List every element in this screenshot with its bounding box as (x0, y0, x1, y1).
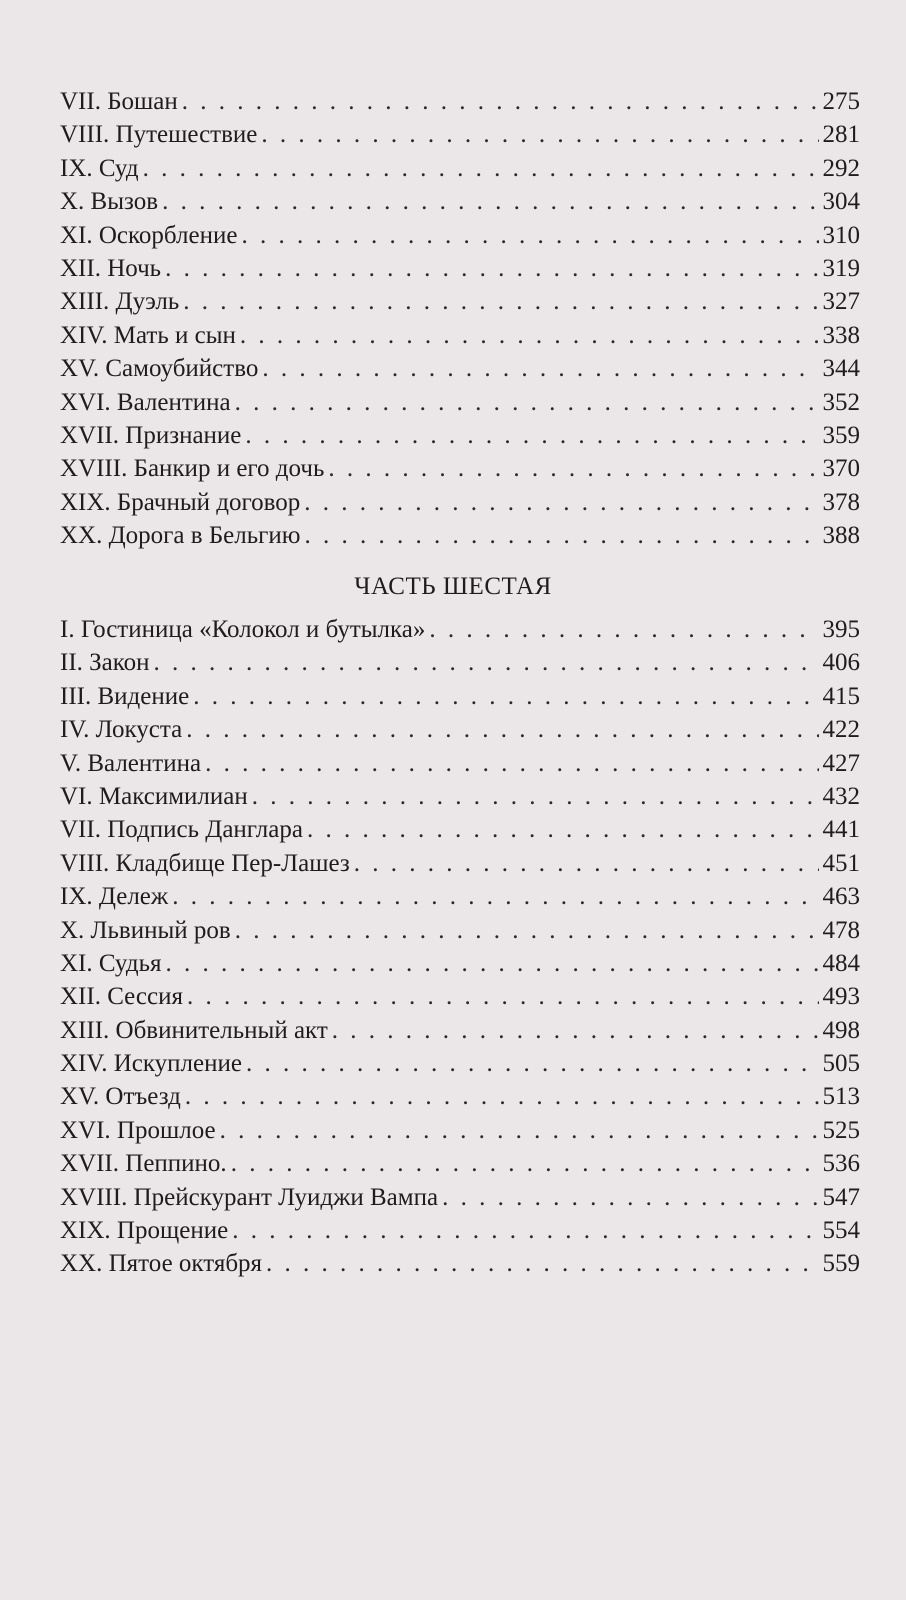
dot-leader (232, 1214, 818, 1247)
dot-leader (182, 85, 819, 118)
dot-leader (165, 252, 818, 285)
toc-entry-page-number: 559 (822, 1250, 860, 1278)
toc-entry-page-number: 484 (822, 949, 860, 977)
toc-entry-title: XIII. Обвинительный акт (60, 1016, 328, 1044)
toc-entry (60, 947, 860, 980)
toc-entry-title: VIII. Путешествие (60, 121, 258, 149)
toc-entry-page-number: 292 (822, 154, 860, 182)
dot-leader (429, 613, 818, 646)
dot-leader (241, 219, 818, 252)
toc-entry (60, 880, 860, 913)
dot-leader (266, 1247, 818, 1280)
dot-leader (205, 747, 818, 780)
toc-entry-page-number: 415 (822, 682, 860, 710)
toc-entry-page-number: 344 (822, 355, 860, 383)
toc-entry (60, 219, 860, 252)
toc-entry-page-number: 388 (822, 522, 860, 550)
toc-entry-title: XVIII. Прейскурант Луиджи Вампа (60, 1183, 439, 1211)
toc-entry (60, 1114, 860, 1147)
toc-entry-title: VI. Максимилиан (60, 782, 248, 810)
toc-entry-page-number: 536 (822, 1150, 860, 1178)
toc-entry-page-number: 310 (822, 221, 860, 249)
toc-entry-title: VIII. Кладбище Пер-Лашез (60, 849, 350, 877)
toc-entry-title: XIII. Дуэль (60, 288, 180, 316)
toc-entry-title: XIX. Прощение (60, 1217, 229, 1245)
toc-entry-title: XI. Оскорбление (60, 221, 238, 249)
toc-entry (60, 613, 860, 646)
toc-entry-title: XIV. Искупление (60, 1050, 242, 1078)
toc-entry (60, 680, 860, 713)
toc-entry-title: VII. Подпись Данглара (60, 816, 303, 844)
dot-leader (143, 152, 819, 185)
toc-entry (60, 252, 860, 285)
dot-leader (183, 285, 818, 318)
toc-entry-title: XX. Пятое октября (60, 1250, 263, 1278)
toc-entry-title: XII. Сессия (60, 983, 183, 1011)
dot-leader (252, 780, 819, 813)
toc-entry-page-number: 451 (822, 849, 860, 877)
toc-entry-page-number: 359 (822, 421, 860, 449)
dot-leader (245, 419, 818, 452)
toc-entry-page-number: 304 (822, 188, 860, 216)
toc-entry-title: XIX. Брачный договор (60, 488, 301, 516)
toc-entry-title: XV. Отъезд (60, 1083, 181, 1111)
dot-leader (193, 680, 818, 713)
toc-entry (60, 1181, 860, 1214)
toc-entry-title: XI. Судья (60, 949, 162, 977)
toc-entry (60, 914, 860, 947)
toc-entry-title: XVII. Пеппино. (60, 1150, 227, 1178)
toc-entry (60, 452, 860, 485)
toc-entry-page-number: 432 (822, 782, 860, 810)
part-six-heading: ЧАСТЬ ШЕСТАЯ (354, 573, 552, 600)
toc-entry-page-number: 427 (822, 749, 860, 777)
toc-part-five (60, 85, 860, 552)
toc-entry-page-number: 554 (822, 1217, 860, 1245)
dot-leader (328, 452, 818, 485)
toc-entry (60, 352, 860, 385)
toc-entry-title: IV. Локуста (60, 716, 183, 744)
dot-leader (162, 185, 818, 218)
toc-entry-title: XII. Ночь (60, 254, 162, 282)
toc-entry-title: I. Гостиница «Колокол и бутылка» (60, 616, 426, 643)
toc-entry-title: IX. Дележ (60, 883, 169, 911)
toc-entry (60, 152, 860, 185)
toc-entry-page-number: 463 (822, 883, 860, 911)
dot-leader (262, 352, 818, 385)
toc-entry (60, 519, 860, 552)
toc-entry (60, 486, 860, 519)
dot-leader (261, 118, 818, 151)
toc-entry-title: XIV. Мать и сын (60, 321, 236, 349)
toc-entry (60, 419, 860, 452)
toc-entry-page-number: 370 (822, 455, 860, 483)
toc-entry-page-number: 281 (822, 121, 860, 149)
toc-entry (60, 1147, 860, 1180)
toc-entry (60, 386, 860, 419)
toc-entry (60, 1080, 860, 1113)
dot-leader (154, 646, 819, 679)
toc-entry-page-number: 478 (822, 916, 860, 944)
toc-entry-page-number: 406 (822, 649, 860, 677)
toc-entry (60, 85, 860, 118)
toc-entry-title: II. Закон (60, 649, 150, 677)
toc-entry-page-number: 378 (822, 488, 860, 516)
toc-entry-page-number: 525 (822, 1116, 860, 1144)
toc-part-six (60, 613, 860, 1281)
dot-leader (354, 847, 819, 880)
dot-leader (165, 947, 818, 980)
toc-entry-title: XVII. Признание (60, 421, 242, 449)
dot-leader (231, 1147, 819, 1180)
dot-leader (304, 519, 818, 552)
toc-entry (60, 1247, 860, 1280)
toc-entry-page-number: 327 (822, 288, 860, 316)
toc-entry-page-number: 319 (822, 254, 860, 282)
toc-entry-page-number: 352 (822, 388, 860, 416)
toc-entry-page-number: 338 (822, 321, 860, 349)
toc-entry (60, 813, 860, 846)
dot-leader (246, 1047, 819, 1080)
dot-leader (220, 1114, 819, 1147)
toc-entry-title: XVI. Валентина (60, 388, 231, 416)
dot-leader (235, 914, 819, 947)
toc-entry-page-number: 498 (822, 1016, 860, 1044)
toc-entry (60, 847, 860, 880)
toc-entry-page-number: 513 (822, 1083, 860, 1111)
dot-leader (187, 980, 819, 1013)
toc-entry-page-number: 547 (822, 1183, 860, 1211)
dot-leader (304, 486, 818, 519)
dot-leader (172, 880, 818, 913)
toc-entry (60, 285, 860, 318)
toc-entry (60, 185, 860, 218)
toc-entry (60, 747, 860, 780)
toc-entry-title: XV. Самоубийство (60, 355, 259, 383)
toc-entry-title: X. Вызов (60, 188, 159, 216)
toc-entry-title: XVIII. Банкир и его дочь (60, 455, 325, 483)
toc-entry (60, 980, 860, 1013)
toc-entry (60, 1014, 860, 1047)
dot-leader (332, 1014, 819, 1047)
toc-entry-title: XX. Дорога в Бельгию (60, 522, 301, 550)
toc-entry (60, 713, 860, 746)
dot-leader (186, 713, 818, 746)
toc-entry-page-number: 275 (822, 88, 860, 115)
toc-entry-title: IX. Суд (60, 154, 139, 182)
toc-entry-page-number: 441 (822, 816, 860, 844)
toc-entry-page-number: 395 (822, 616, 860, 643)
toc-entry-title: V. Валентина (60, 749, 202, 777)
dot-leader (307, 813, 819, 846)
dot-leader (240, 319, 819, 352)
toc-entry-page-number: 493 (822, 983, 860, 1011)
toc-entry (60, 780, 860, 813)
toc-entry-title: III. Видение (60, 682, 190, 710)
toc-entry-page-number: 422 (822, 716, 860, 744)
toc-entry-title: X. Львиный ров (60, 916, 231, 944)
toc-entry-title: VII. Бошан (60, 88, 178, 115)
toc-entry (60, 646, 860, 679)
toc-entry-page-number: 505 (822, 1050, 860, 1078)
toc-entry (60, 1047, 860, 1080)
toc-entry (60, 1214, 860, 1247)
dot-leader (185, 1080, 819, 1113)
toc-entry (60, 319, 860, 352)
dot-leader (235, 386, 819, 419)
toc-entry-title: XVI. Прошлое (60, 1116, 216, 1144)
dot-leader (442, 1181, 818, 1214)
toc-entry (60, 118, 860, 151)
